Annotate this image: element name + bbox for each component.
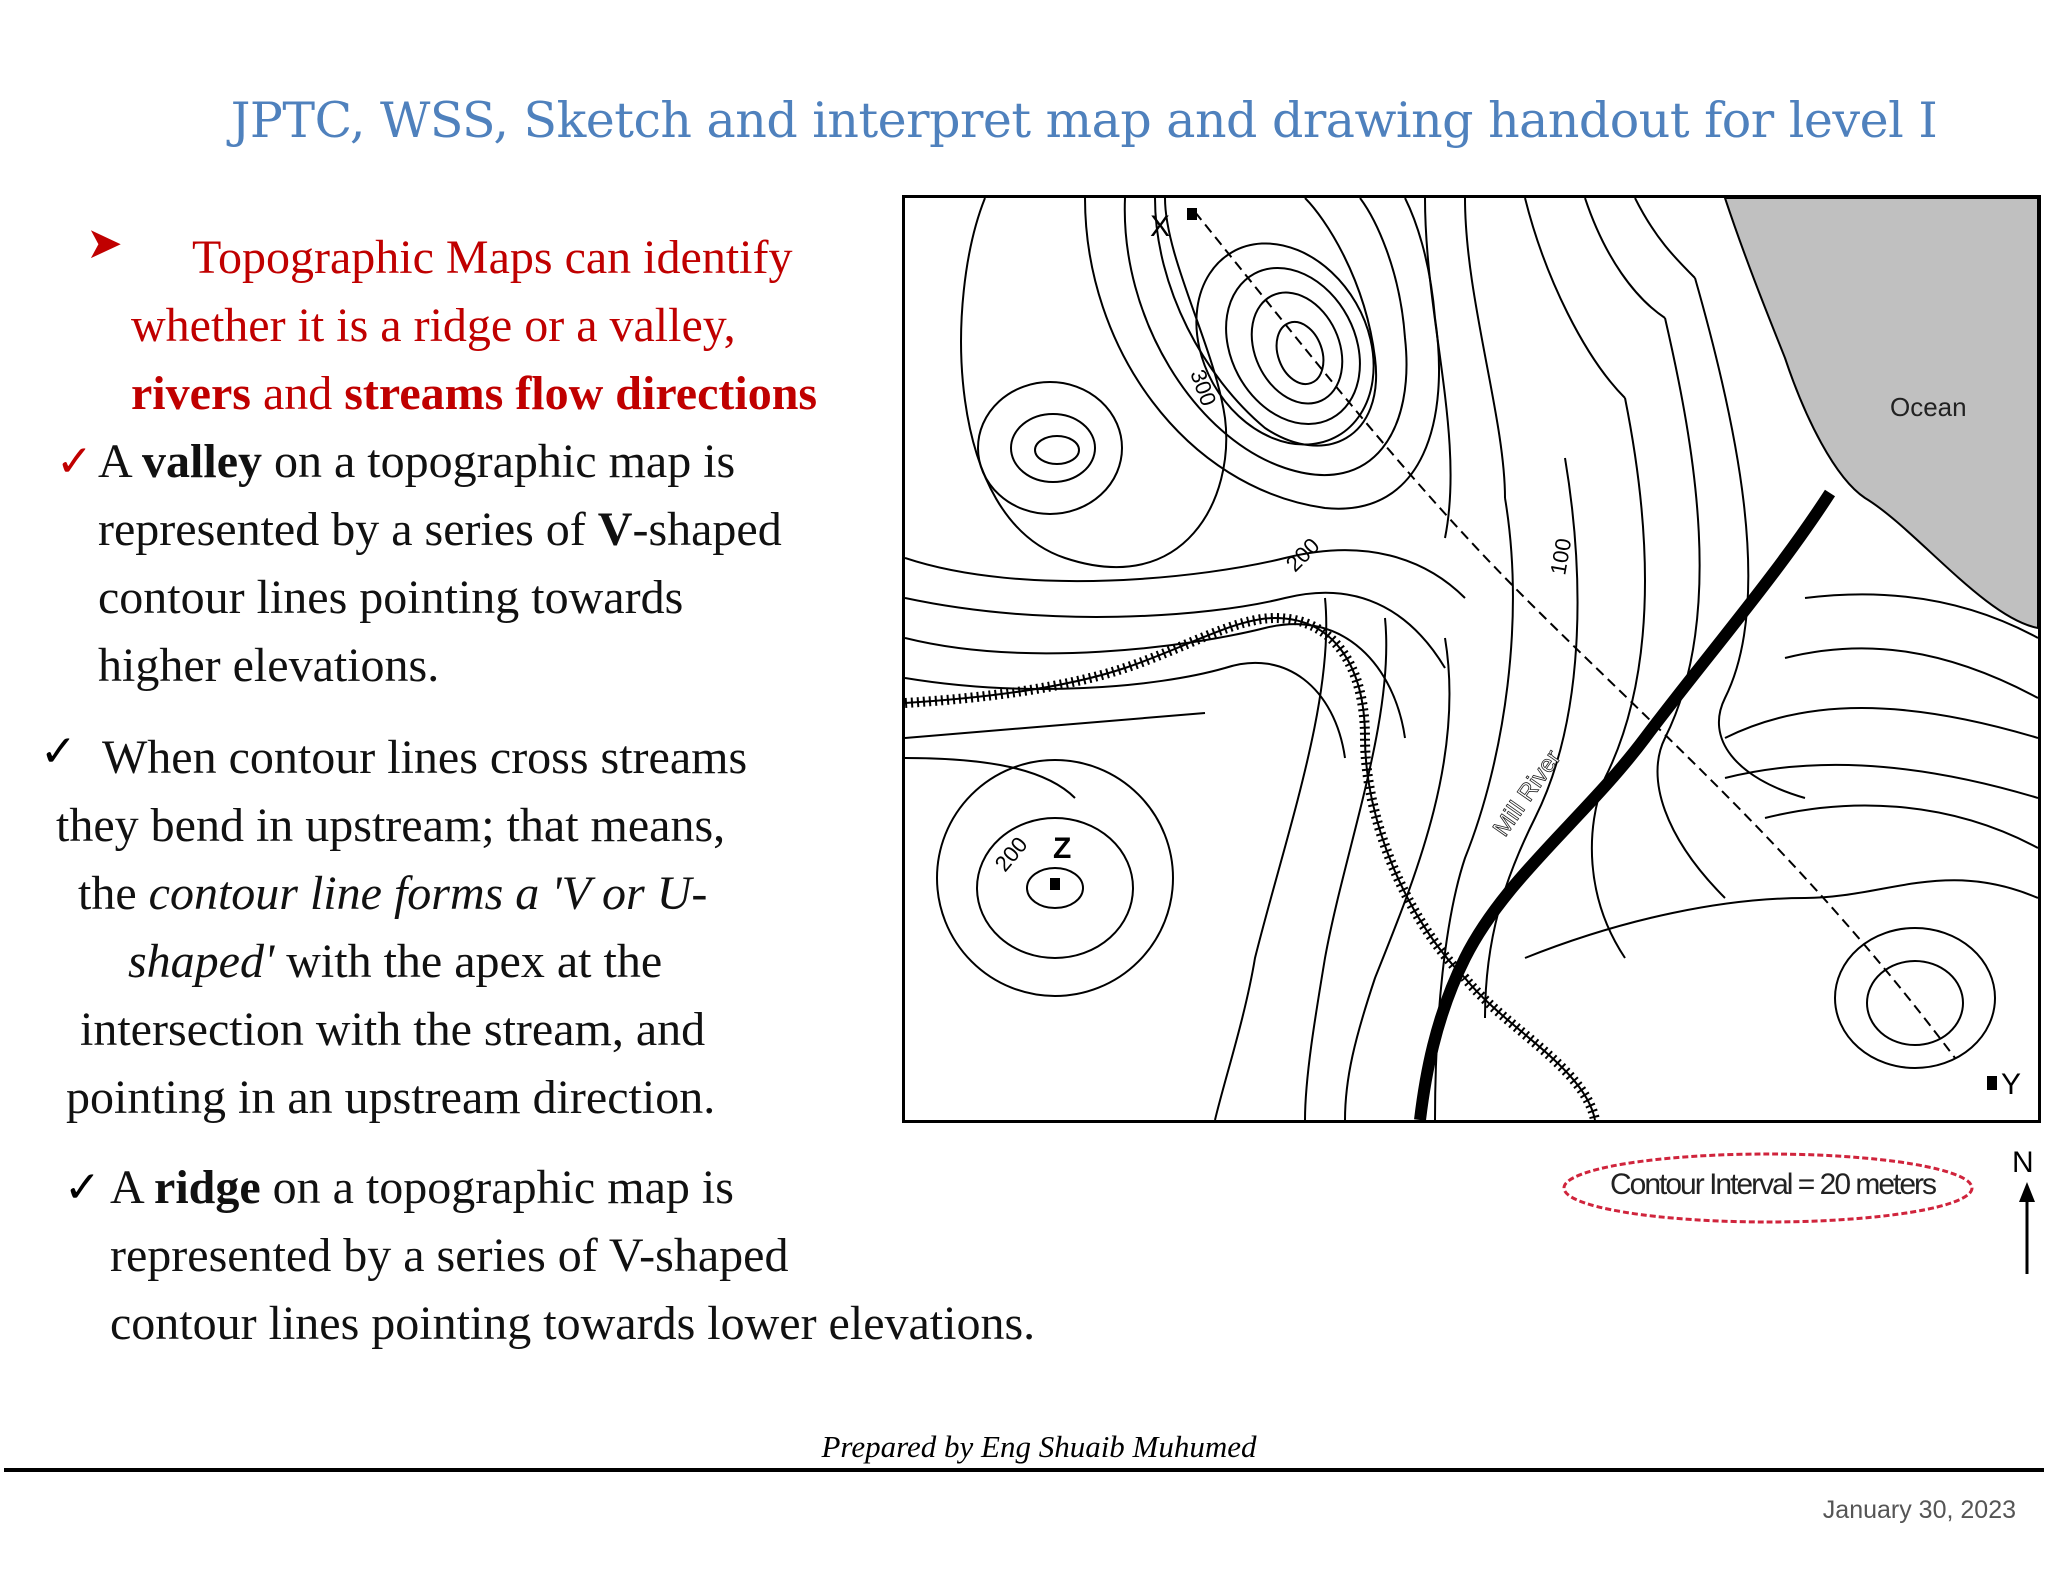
- valley-term: valley: [142, 435, 262, 488]
- arrow-bullet-icon: ➤: [86, 218, 123, 269]
- north-label: N: [2012, 1146, 2034, 1179]
- ridge-line-1: [110, 1154, 734, 1222]
- point-x-label: X: [1150, 210, 1171, 243]
- river-label: Mill River: [1487, 745, 1567, 842]
- contour-label-100: 100: [1545, 536, 1577, 577]
- ocean-label: Ocean: [1890, 392, 1967, 422]
- footer-date: January 30, 2023: [1822, 1496, 2016, 1524]
- streams-line-1: When contour lines cross streams: [102, 731, 748, 784]
- contour-label-200-south: 200: [989, 832, 1033, 877]
- streams-line-2: they bend in upstream; that means,: [56, 799, 726, 852]
- ridge-line-3: contour lines pointing towards lower elevations.: [110, 1297, 1036, 1350]
- valley-l2-post: -shaped: [632, 503, 782, 556]
- point-x-marker: [1187, 208, 1197, 220]
- page-header: JPTC, WSS, Sketch and interpret map and drawing handout for level I: [230, 92, 1938, 149]
- streams-line-6: pointing in an upstream direction.: [66, 1071, 716, 1124]
- intro-line-3: [131, 360, 817, 428]
- ridge-rest: on a topographic map is: [260, 1161, 734, 1214]
- contour-interval-label: Contour Interval = 20 meters: [1610, 1168, 1936, 1201]
- contour-label-200-north: 200: [1280, 532, 1325, 577]
- streams-l4-italic: shaped': [128, 935, 275, 988]
- valley-line-3: contour lines pointing towards: [98, 571, 684, 624]
- valley-l2-pre: represented by a series of: [98, 503, 598, 556]
- prepared-by: Prepared by Eng Shuaib Muhumed: [821, 1429, 1257, 1464]
- streams-line-3: [78, 860, 707, 928]
- footer-divider: [4, 1468, 2044, 1472]
- point-z-label: Z: [1053, 832, 1072, 865]
- streams-line-4: [128, 928, 662, 996]
- ridge-term: ridge: [154, 1161, 261, 1214]
- valley-line-1: [98, 428, 735, 496]
- valley-a: A: [98, 435, 143, 488]
- valley-l2-v: V: [597, 503, 633, 556]
- streams-l4-post: with the apex at the: [274, 935, 663, 988]
- streams-l3-pre: the: [78, 867, 149, 920]
- intro-and: and: [250, 367, 345, 420]
- intro-line-2: whether it is a ridge or a valley,: [131, 299, 736, 352]
- point-z-marker: [1050, 878, 1060, 890]
- valley-line-2: [98, 496, 782, 564]
- contour-label-300: 300: [1185, 366, 1222, 410]
- streams-line-5: intersection with the stream, and: [80, 1003, 706, 1056]
- intro-rivers: rivers: [131, 367, 251, 420]
- check-icon: ✓: [56, 436, 93, 487]
- valley-line-4: higher elevations.: [98, 639, 440, 692]
- topographic-map-svg: [905, 198, 2038, 1120]
- mill-river: [1420, 493, 1830, 1120]
- check-icon: ✓: [40, 726, 77, 777]
- intro-streams: streams flow directions: [344, 367, 818, 420]
- north-arrow-icon: [2013, 1180, 2041, 1276]
- point-y-label: Y: [2001, 1068, 2022, 1101]
- streams-l3-italic: contour line forms a 'V or U-: [148, 867, 708, 920]
- ridge-a: A: [110, 1161, 155, 1214]
- intro-line-1: Topographic Maps can identify: [192, 231, 793, 284]
- valley-rest: on a topographic map is: [262, 435, 736, 488]
- topographic-map: [902, 195, 2041, 1123]
- check-icon: ✓: [64, 1162, 101, 1213]
- point-y-marker: [1987, 1076, 1997, 1090]
- ocean-area: [1725, 198, 2038, 628]
- ridge-line-2: represented by a series of V-shaped: [110, 1229, 789, 1282]
